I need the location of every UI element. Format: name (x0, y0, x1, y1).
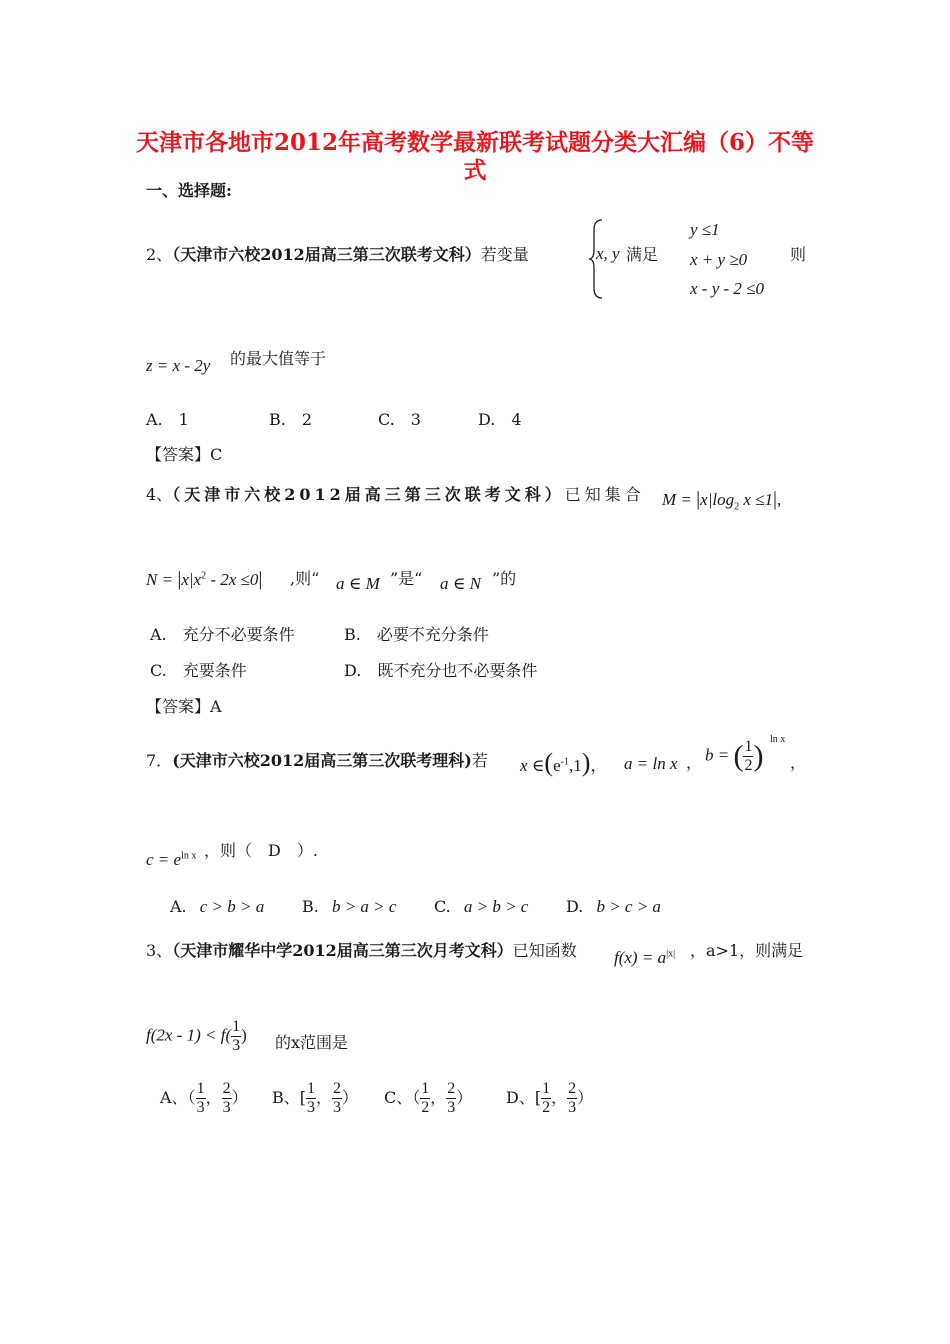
q3-option-b-close: ） (342, 1088, 359, 1107)
q3-stem-a: 已知函数 (512, 941, 577, 960)
q7-option-b (302, 897, 396, 917)
q7-option-a (170, 897, 264, 917)
q7-comma-2: ， (790, 753, 807, 772)
q7-option-c-label: C. (434, 897, 451, 916)
q7-a-def: a = ln x (624, 754, 678, 773)
q2-option-b: B. 2 (269, 410, 313, 429)
q4-stem-b: ,则“ (290, 569, 320, 588)
q7-b-def: b = ( $\frac{1}{2}$ ) (705, 738, 764, 774)
q4-a-in-n: a ∈ N (440, 574, 481, 593)
q2-stem-a: 若变量 (480, 245, 529, 264)
q3-option-a: A、（ $\frac{1}{3}$ ， $\frac{2}{3}$ ） (160, 1080, 248, 1116)
q3-option-b-label: B、[ (272, 1088, 307, 1107)
q4-number: 4、 (146, 485, 173, 504)
q4-set-n-exp: 2 (201, 570, 207, 582)
q2-number: 2、 (146, 245, 173, 264)
q2-vars: x, y (596, 244, 620, 263)
q3-option-c-d2: 3 (447, 1099, 456, 1116)
q4-stem (146, 482, 645, 505)
q4-option-b: B. 必要不充分条件 (344, 625, 489, 644)
q7-c-exp: ln x (181, 850, 197, 862)
q4-set-n-body: x|x (181, 570, 202, 589)
q4-comma: , (777, 490, 782, 509)
q7-b-exp: ln x (770, 734, 786, 745)
q7-b-lhs: b = (705, 745, 730, 765)
q3-option-c-close: ） (456, 1088, 473, 1107)
q3-stem-c: 的x范围是 (275, 1033, 349, 1052)
q3-source: （天津市耀华中学2012届高三第三次月考文科） (172, 941, 513, 960)
q3-option-a-n1: 1 (196, 1080, 205, 1097)
q4-set-n: $N = |x|x^2 - 2x \le 0|$ (146, 568, 263, 590)
q7-half-den: 2 (744, 757, 753, 774)
q7-option-a-expr: c > b > a (199, 897, 265, 916)
q3-number: 3、 (146, 941, 173, 960)
q3-func (614, 948, 675, 968)
q3-option-d-n1: 1 (542, 1080, 551, 1097)
q3-ineq-lhs: f(2x - 1) < f( (146, 1025, 232, 1045)
q3-option-d-label: D、[ (506, 1088, 542, 1107)
q4-source: （天津市六校2012届高三第三次联考文科） (172, 485, 565, 504)
q7-interval-tail: ,1 (568, 756, 582, 775)
q3-inequality (146, 1018, 247, 1055)
q3-option-c-label: C、（ (384, 1088, 421, 1107)
q3-stem (146, 938, 577, 961)
q7-option-d-expr: b > c > a (596, 897, 661, 916)
q2-then: 则 (790, 245, 807, 264)
q3-option-d-n2: 2 (568, 1080, 577, 1097)
q3-option-a-label: A、（ (160, 1088, 196, 1107)
q2-stem-c: 的最大值等于 (230, 349, 327, 368)
q3-option-c-d1: 2 (421, 1099, 430, 1116)
q2-answer: 【答案】C (146, 445, 223, 464)
q7-stem (146, 748, 488, 771)
q2-option-c: C. 3 (378, 410, 421, 429)
q4-option-a: A. 充分不必要条件 (150, 625, 295, 644)
q7-option-d-label: D. (566, 897, 584, 916)
q3-func-main: f(x) = a (614, 948, 667, 967)
q4-a-in-m: a ∈ M (336, 574, 380, 593)
q3-option-b: B、[ $\frac{1}{3}$ ， $\frac{2}{3}$ ） (272, 1080, 359, 1116)
q7-stem-a: 若 (471, 751, 488, 770)
q2-source: （天津市六校2012届高三第三次联考文科） (172, 245, 481, 264)
q7-half-num: 1 (744, 738, 753, 755)
q3-option-c: C、（ $\frac{1}{2}$ ， $\frac{2}{3}$ ） (384, 1080, 473, 1116)
q7-interval-e: e (553, 756, 561, 775)
q3-option-d-close: ） (577, 1088, 594, 1107)
q7-x-in: x ∈ (520, 756, 545, 775)
q3-third-num: 1 (232, 1018, 241, 1035)
q3-func-exp: |x| (666, 948, 676, 960)
q2-option-d: D. 4 (478, 410, 522, 429)
q7-c-lhs: c = e (146, 850, 182, 869)
q4-set-m-lhs: M = (662, 490, 692, 509)
q4-stem-a: 已知集合 (564, 485, 645, 504)
document-title-line1: 天津市各地市2012年高考数学最新联考试题分类大汇编（6）不等 (135, 129, 815, 156)
q4-set-m-tail: x ≤1 (743, 490, 773, 509)
q3-option-a-n2: 2 (222, 1080, 231, 1097)
q7-option-d (566, 897, 661, 917)
q2-constraint-1: y ≤1 (690, 220, 720, 239)
q7-option-c-expr: a > b > c (463, 897, 529, 916)
q3-option-b-n2: 2 (333, 1080, 342, 1097)
q3-option-b-d1: 3 (307, 1099, 316, 1116)
q4-set-m: $M = |x|\log_2$ x ≤1|, (662, 488, 782, 513)
q3-option-d: D、[ $\frac{1}{2}$ ， $\frac{2}{3}$ ） (506, 1080, 594, 1116)
q4-set-m-base: 2 (734, 501, 740, 513)
q7-option-c (434, 897, 528, 917)
q3-option-a-close: ） (231, 1088, 248, 1107)
q7-comma: ， (686, 753, 703, 772)
q3-option-b-d2: 3 (333, 1099, 342, 1116)
q3-option-b-n1: 1 (307, 1080, 316, 1097)
q3-option-d-d1: 2 (542, 1099, 551, 1116)
q3-option-a-d1: 3 (196, 1099, 205, 1116)
q4-set-n-lhs: N = (146, 570, 174, 589)
q4-set-m-body: x|log (700, 490, 735, 509)
q7-number: 7． (146, 751, 173, 770)
q4-stem-c: ”是“ (390, 569, 423, 588)
q2-constraint-2: x + y ≥0 (690, 250, 748, 269)
q7-c-def (146, 850, 196, 870)
q4-option-c: C. 充要条件 (150, 661, 247, 680)
q7-stem-b: ，则（ D ）. (204, 841, 318, 860)
q2-option-a: A. 1 (146, 410, 189, 429)
q2-objective: z = x - 2y (146, 356, 211, 375)
q3-stem-b: ，a>1，则满足 (690, 941, 804, 960)
q2-stem-b: 满足 (626, 245, 659, 264)
q3-option-a-d2: 3 (222, 1099, 231, 1116)
q3-option-c-n2: 2 (447, 1080, 456, 1097)
q7-x-range: x $\in(e^{-1},1)$， (520, 748, 608, 777)
q3-option-d-d2: 3 (568, 1099, 577, 1116)
q7-option-b-expr: b > a > c (331, 897, 397, 916)
q3-third-den: 3 (232, 1037, 241, 1054)
section-heading: 一、选择题: (146, 181, 232, 200)
q4-option-d: D. 既不充分也不必要条件 (344, 661, 538, 680)
q7-source: (天津市六校2012届高三第三次联考理科) (172, 751, 472, 770)
q7-option-a-label: A. (170, 897, 187, 916)
q3-option-c-n1: 1 (421, 1080, 430, 1097)
document-title-line2: 式 (463, 157, 487, 184)
q4-set-n-tail: - 2x ≤0 (210, 570, 259, 589)
q4-answer: 【答案】A (146, 697, 222, 716)
q2-constraint-3: x - y - 2 ≤0 (690, 279, 764, 298)
q4-stem-d: ”的 (492, 569, 517, 588)
q2-stem (146, 242, 529, 265)
q7-option-b-label: B. (302, 897, 319, 916)
q7-interval-exp: -1 (560, 756, 569, 768)
q3-ineq-rhs: ) (241, 1025, 247, 1045)
